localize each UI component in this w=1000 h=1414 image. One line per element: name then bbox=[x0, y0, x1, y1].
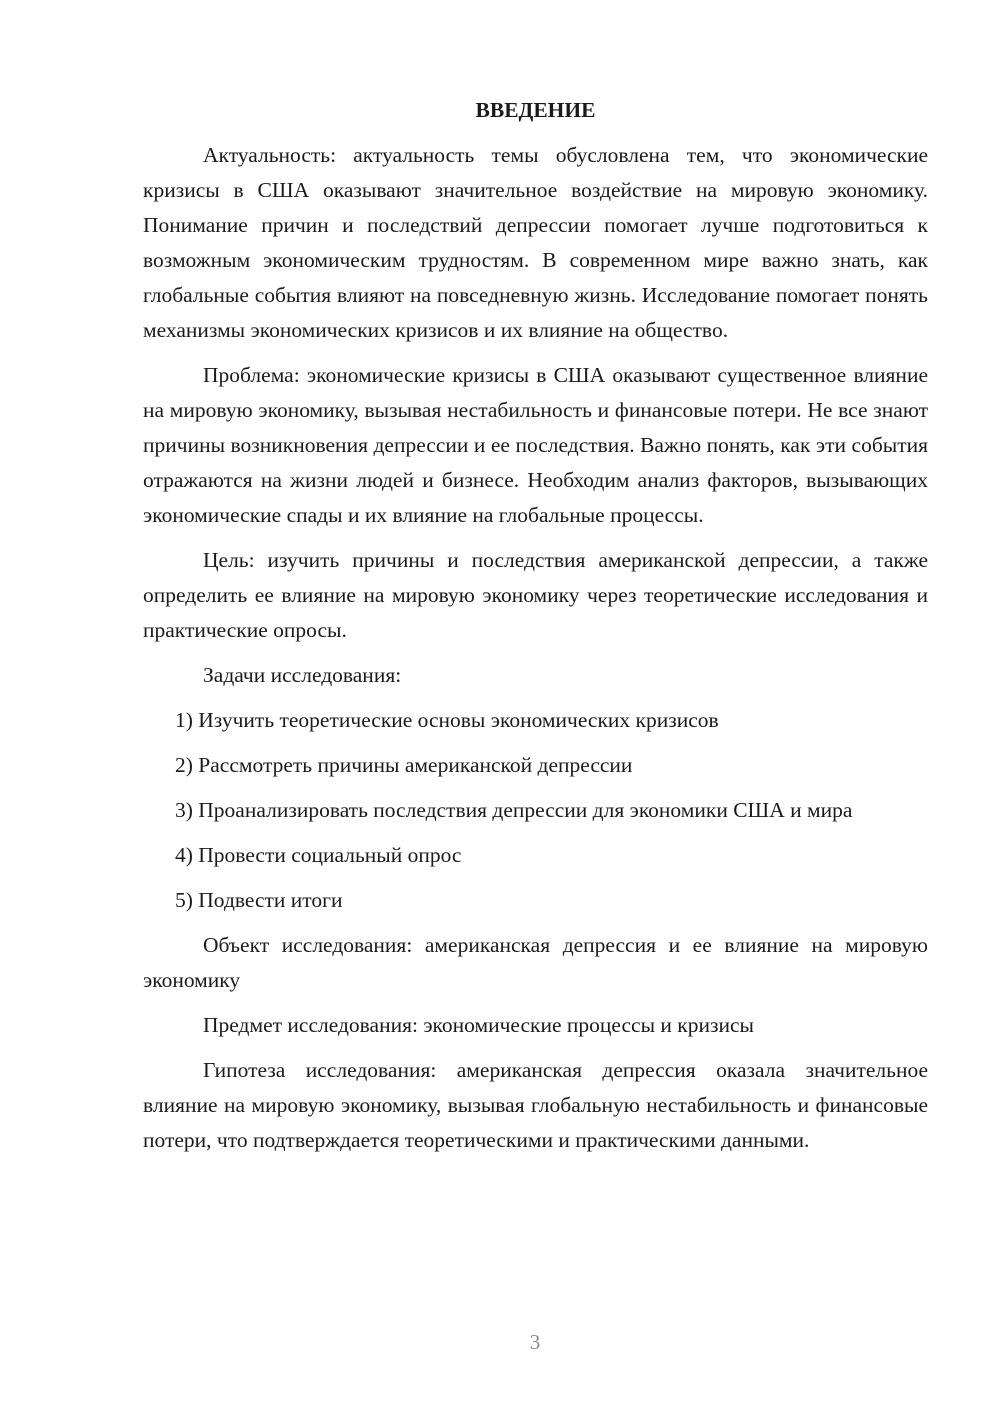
hypothesis-paragraph: Гипотеза исследования: американская депрессия оказала значительное влияние на мировую экономику, вызывая глобальную нестабильность и финансовые потери, что подтверждается теоретическими и практическими данными. bbox=[143, 1058, 928, 1152]
page-number: 3 bbox=[529, 1330, 541, 1354]
task-item-5: 5) Подвести итоги bbox=[175, 888, 343, 912]
tasks-heading: Задачи исследования: bbox=[203, 663, 402, 687]
section-heading: ВВЕДЕНИЕ bbox=[475, 98, 596, 122]
subject-paragraph: Предмет исследования: экономические процессы и кризисы bbox=[203, 1013, 754, 1037]
relevance-paragraph: Актуальность: актуальность темы обусловлена тем, что экономические кризисы в США оказывают значительное воздействие на мировую экономику. Понимание причин и последствий депрессии помогает лучше подготовиться к возможным экономическим трудностям. В современном мире важно знать, как глобальные события влияют на повседневную жизнь. Исследование помогает понять механизмы экономических кризисов и их влияние на общество. bbox=[143, 143, 928, 342]
goal-paragraph: Цель: изучить причины и последствия американской депрессии, а также определить ее влияние на мировую экономику через теоретические исследования и практические опросы. bbox=[143, 548, 928, 642]
object-paragraph: Объект исследования: американская депрессия и ее влияние на мировую экономику bbox=[143, 933, 928, 992]
problem-paragraph: Проблема: экономические кризисы в США оказывают существенное влияние на мировую экономику, вызывая нестабильность и финансовые потери. Не все знают причины возникновения депрессии и ее последствия. Важно понять, как эти события отражаются на жизни людей и бизнесе. Необходим анализ факторов, вызывающих экономические спады и их влияние на глобальные процессы. bbox=[143, 363, 928, 527]
task-item-1: 1) Изучить теоретические основы экономических кризисов bbox=[175, 708, 719, 732]
task-item-4: 4) Провести социальный опрос bbox=[175, 843, 462, 867]
task-item-2: 2) Рассмотреть причины американской депрессии bbox=[175, 753, 633, 777]
task-item-3: 3) Проанализировать последствия депрессии для экономики США и мира bbox=[175, 798, 853, 822]
document-page bbox=[143, 93, 928, 1168]
